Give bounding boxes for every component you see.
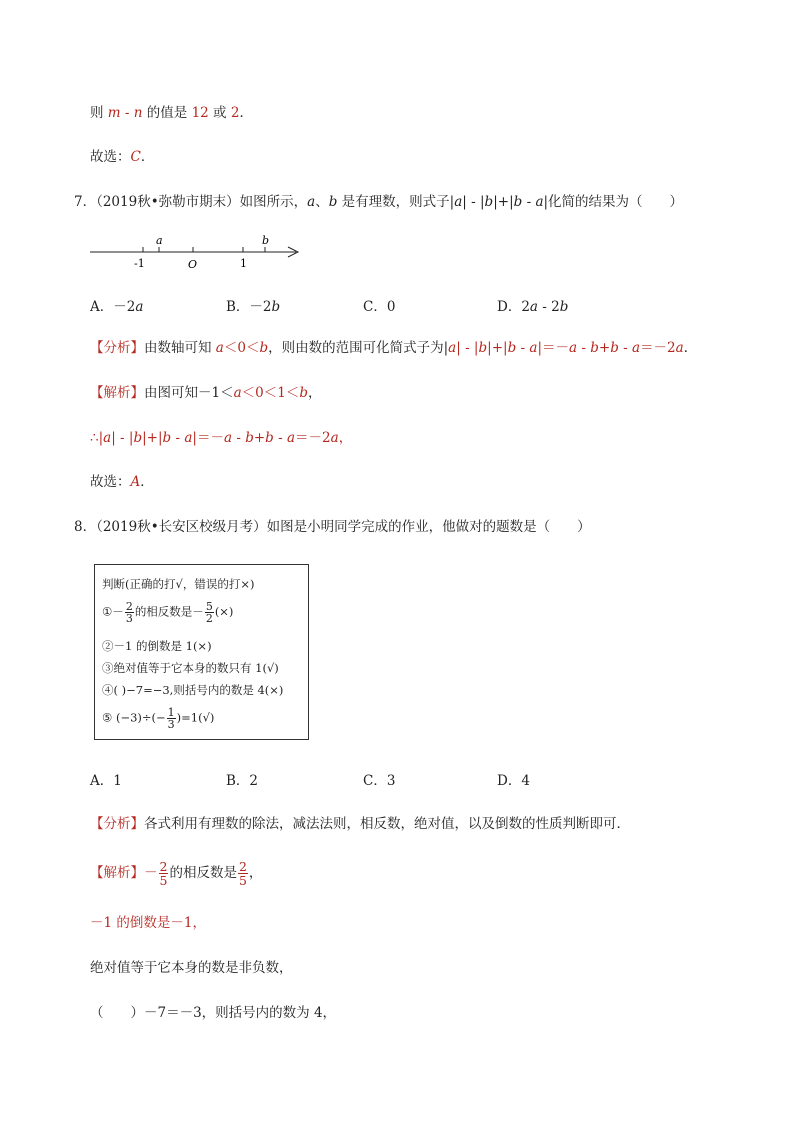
var: a [448, 340, 457, 356]
label-minus-1: -1 [134, 257, 145, 270]
option-b[interactable] [226, 295, 280, 315]
option-a[interactable]: A．1 [90, 773, 122, 789]
label-1: 1 [240, 257, 247, 270]
var-b: b [328, 194, 338, 210]
q8-step-2: －1 的倒数是－1， [90, 915, 206, 931]
text: ⑤ (−3)÷(− [102, 710, 166, 725]
var: a [632, 340, 641, 356]
var: b [478, 340, 488, 356]
var-m: m [107, 105, 121, 121]
question-7 [74, 193, 683, 211]
text: 各式利用有理数的除法，减法法则，相反数，绝对值，以及倒数的性质判断即可． [144, 816, 630, 832]
var: a [454, 194, 463, 210]
text: 如图所示， [239, 194, 308, 210]
var: a [223, 430, 233, 446]
q8-step-4: （ ）－7＝－3，则括号内的数为 4， [90, 1005, 337, 1021]
text: | - | [111, 430, 134, 446]
value: 2 [230, 105, 240, 121]
var: b [299, 385, 308, 401]
numerator: 1 [167, 706, 175, 719]
var: b [259, 340, 269, 356]
text: ， [308, 385, 322, 401]
option-b[interactable]: B．2 [226, 773, 259, 789]
text: - [273, 430, 287, 446]
option-d[interactable] [497, 295, 568, 315]
option-a[interactable] [90, 295, 143, 315]
text: - [618, 340, 632, 356]
box-row-3: ③绝对值等于它本身的数只有 1(√) [102, 661, 279, 675]
text: ∴| [90, 430, 104, 446]
var: b [265, 430, 274, 446]
var-a: a [307, 194, 316, 210]
option-c[interactable] [363, 295, 395, 315]
text: |+| [487, 340, 508, 356]
fraction [238, 860, 248, 887]
text: - [516, 340, 530, 356]
var: b [513, 194, 523, 210]
analysis-tag: 【分析】 [90, 816, 144, 832]
text: |＝－ [192, 430, 224, 446]
var: a [286, 430, 296, 446]
var: b [507, 340, 517, 356]
text: ， [338, 430, 353, 446]
q7-derivation [90, 429, 352, 447]
q8-step-3: 绝对值等于它本身的数是非负数， [90, 960, 293, 976]
var: b [162, 430, 172, 446]
var: a [675, 340, 684, 356]
text: 的相反数是 [169, 865, 237, 881]
text: － [144, 865, 158, 881]
text-line-mn [90, 104, 253, 122]
text: ＝－2 [295, 430, 331, 446]
text: |化简的结果为（ ） [543, 194, 684, 210]
question-number: 7． [74, 194, 97, 210]
text: )=1(√) [176, 710, 215, 725]
var: a [529, 340, 538, 356]
text: 或 [208, 105, 231, 121]
denominator: 5 [238, 873, 247, 888]
text: ＜0＜1＜ [241, 385, 300, 401]
text: 的相反数是－ [134, 604, 204, 619]
option-text: A．－2 [90, 299, 136, 315]
text: ． [140, 474, 154, 490]
answer-letter: C [130, 149, 141, 165]
option-c[interactable]: C．3 [363, 773, 396, 789]
fraction [159, 860, 169, 887]
question-8 [74, 518, 591, 536]
solution-tag: 【解析】 [90, 385, 144, 401]
text: | - | [462, 194, 485, 210]
q7-analysis: 【分析】由数轴可知 a＜0＜b，则由数的范围可化简式子为|a| - |b|+|b - a|＝－a - b+b - a＝－2a． [90, 340, 698, 356]
text: 如图是小明同学完成的作业，他做对的题数是（ ） [266, 519, 591, 535]
text: 故选： [90, 474, 131, 490]
var: b [590, 340, 599, 356]
value: 12 [191, 105, 209, 121]
denominator: 5 [159, 873, 168, 888]
text: |＝－ [537, 340, 569, 356]
text: 是有理数，则式子| [337, 194, 455, 210]
var: a [535, 194, 544, 210]
q8-solution [90, 858, 262, 888]
numerator: 2 [238, 859, 247, 874]
text: (×) [214, 604, 234, 619]
q7-solution [90, 384, 322, 402]
fraction [125, 601, 134, 624]
text: - [171, 430, 185, 446]
var: b [271, 299, 281, 315]
fraction [167, 707, 176, 730]
homework-box [94, 564, 309, 740]
var: b [484, 194, 494, 210]
var: a [103, 430, 112, 446]
question-source: （2019秋•弥勒市期末） [96, 194, 240, 210]
text: 、 [315, 194, 329, 210]
text: | - | [456, 340, 479, 356]
fraction [205, 601, 214, 624]
var: a [184, 430, 193, 446]
label-b: b [262, 234, 270, 247]
text: 的值是 [142, 105, 192, 121]
text: 则 [90, 105, 108, 121]
var: a [135, 299, 144, 315]
var: a [233, 385, 242, 401]
q8-analysis [90, 815, 630, 833]
text: ＜0＜ [223, 340, 260, 356]
box-row-1 [102, 601, 233, 624]
denominator: 3 [125, 612, 133, 625]
denominator: 3 [167, 718, 175, 731]
text: - [120, 105, 134, 121]
question-source: （2019秋•长安区校级月考） [96, 519, 267, 535]
option-text: B．－2 [226, 299, 272, 315]
var-n: n [133, 105, 143, 121]
box-row-5 [102, 707, 214, 730]
text: ． [239, 105, 253, 121]
text: 由图可知－1＜ [144, 385, 234, 401]
box-title: 判断(正确的打√，错误的打×) [102, 577, 255, 591]
label-origin: O [188, 258, 198, 270]
answer-line-prev [90, 148, 154, 166]
numerator: 2 [125, 600, 133, 613]
q7-answer [90, 473, 154, 491]
text: - [522, 194, 536, 210]
answer-letter: A [130, 474, 141, 490]
text: |+| [493, 194, 514, 210]
text: ． [140, 149, 155, 165]
question-number: 8． [74, 519, 97, 535]
var: b [133, 430, 143, 446]
number-line-figure [88, 228, 308, 270]
analysis-tag: 【分析】 [90, 340, 144, 356]
numerator: 2 [159, 859, 168, 874]
label-a: a [156, 234, 163, 247]
var: a [215, 340, 224, 356]
text: ＝－2 [640, 340, 676, 356]
var: b [559, 299, 569, 315]
option-text: - 2 [537, 299, 560, 315]
text: ，则由数的范围可化简式子为| [268, 340, 449, 356]
option-text: C．0 [363, 299, 396, 315]
option-text: D．2 [497, 299, 530, 315]
var: a [529, 299, 538, 315]
solution-tag: 【解析】 [90, 865, 144, 881]
text: + [598, 340, 611, 356]
numerator: 5 [205, 600, 213, 613]
text: - [232, 430, 246, 446]
var: b [245, 430, 254, 446]
text: ， [248, 865, 263, 881]
text: |+| [142, 430, 163, 446]
text: ． [683, 340, 698, 356]
text: ①－ [102, 604, 124, 619]
var: a [330, 430, 339, 446]
box-row-2: ②－1 的倒数是 1(×) [102, 639, 212, 653]
option-d[interactable]: D．4 [497, 773, 530, 789]
var: a [569, 340, 578, 356]
text: 故选： [90, 149, 131, 165]
denominator: 2 [205, 612, 213, 625]
text: 由数轴可知 [144, 340, 216, 356]
var: b [610, 340, 619, 356]
text: + [253, 430, 266, 446]
box-row-4: ④( )−7=−3,则括号内的数是 4(×) [102, 683, 284, 697]
